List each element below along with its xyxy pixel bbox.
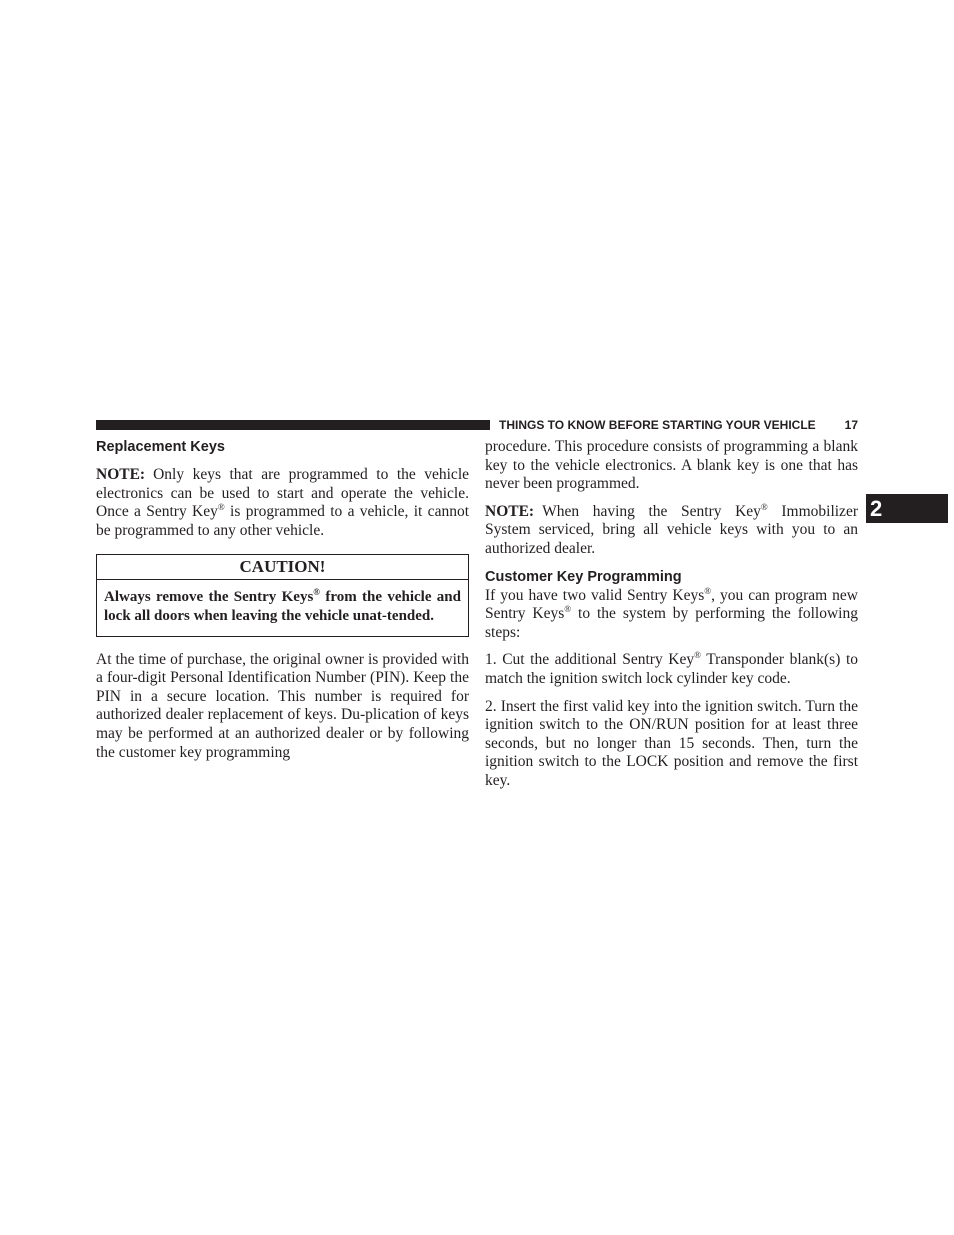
registered-mark: ® <box>217 502 225 513</box>
running-header <box>499 417 858 433</box>
registered-mark: ® <box>313 587 321 598</box>
registered-mark: ® <box>564 604 572 614</box>
step-1: 1. Cut the additional Sentry Key® Transponder blank(s) to match the ignition switch lock cylinder key code. <box>485 650 859 687</box>
page-number: 17 <box>844 418 858 432</box>
replacement-keys-heading: Replacement Keys <box>96 439 225 455</box>
customer-key-programming-heading: Customer Key Programming <box>485 568 682 585</box>
note-label: NOTE: <box>96 466 146 483</box>
header-rule <box>96 420 490 430</box>
caution-text: Always remove the Sentry Keys® from the vehicle and lock all doors when leaving the vehicle unat-tended. <box>104 587 461 624</box>
caution-title: CAUTION! <box>97 555 468 580</box>
note-label: NOTE: <box>485 502 535 520</box>
step-2: 2. Insert the first valid key into the ignition switch. Turn the ignition switch to the ON/RUN position for at least three seconds, but no longer than 15 seconds. Then, turn the ignition switch to the LOCK position and remove the first key. <box>485 697 858 789</box>
note-immobilizer-service: NOTE: When having the Sentry Key® Immobilizer System serviced, bring all vehicle keys with you to an authorized dealer. <box>485 501 858 557</box>
caution-box <box>96 554 469 636</box>
left-column <box>96 438 469 762</box>
registered-mark: ® <box>694 650 701 661</box>
note-keys-programmed: NOTE: Only keys that are programmed to the vehicle electronics can be used to start and operate the vehicle. Once a Sentry Key® is programmed to a vehicle, it cannot be programmed to any other vehicle. <box>96 466 470 539</box>
right-column <box>485 438 858 791</box>
programming-intro: If you have two valid Sentry Keys®, you can program new Sentry Keys® to the system by performing the following steps: <box>485 585 859 641</box>
pin-paragraph: At the time of purchase, the original owner is provided with a four-digit Personal Identification Number (PIN). Keep the PIN in a secure location. This number is required for authorized dealer replacement of keys. Du-plication of keys may be performed at an authorized dealer or by following the customer key programming <box>96 650 469 761</box>
section-title: THINGS TO KNOW BEFORE STARTING YOUR VEHICLE <box>499 418 816 432</box>
registered-mark: ® <box>760 501 768 512</box>
procedure-continued-paragraph: procedure. This procedure consists of programming a blank key to the vehicle electronics. A blank key is one that has never been programmed. <box>485 438 858 493</box>
registered-mark: ® <box>704 585 712 596</box>
chapter-tab: 2 <box>866 494 948 523</box>
